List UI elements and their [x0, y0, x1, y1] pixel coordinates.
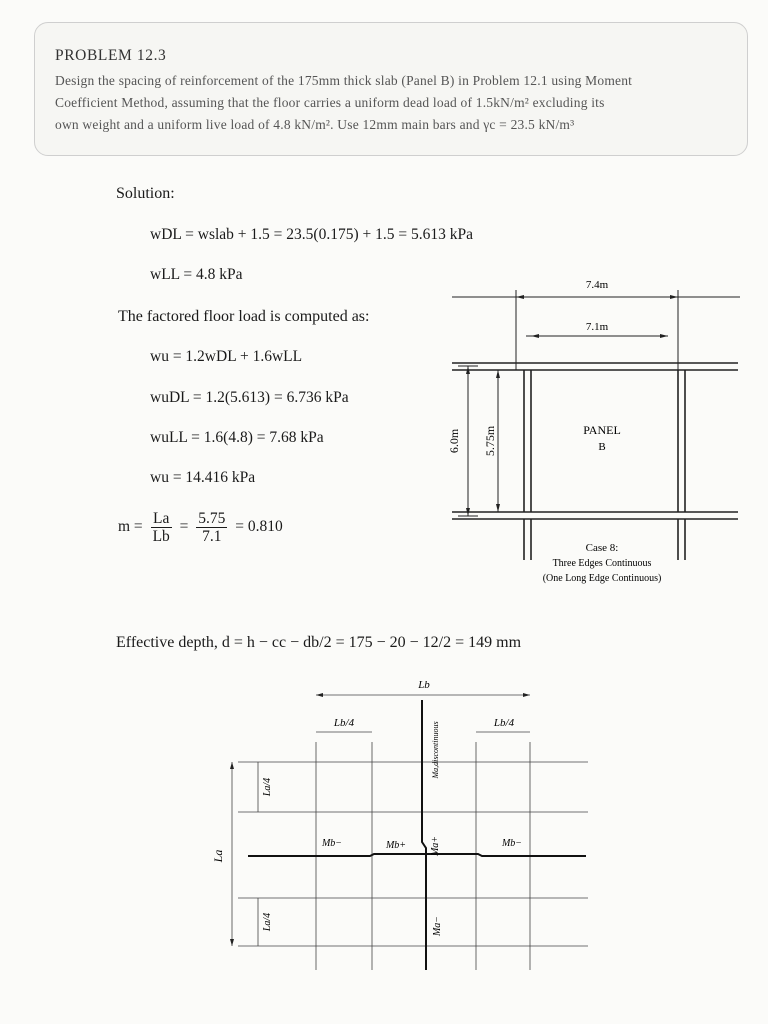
eq-wull: wuLL = 1.6(4.8) = 7.68 kPa [150, 429, 324, 446]
ma-discontinuous-label: Ma,discontinuous [431, 721, 440, 779]
lb-quarter-left: Lb/4 [333, 717, 355, 729]
case-line-1: Three Edges Continuous [552, 558, 652, 569]
effective-depth: Effective depth, d = h − cc − db/2 = 175 − 20 − 12/2 = 149 mm [116, 634, 522, 651]
dim-outer-vertical: 6.0m [447, 428, 461, 454]
m-label: m = [118, 518, 143, 536]
m-fraction-values [196, 510, 227, 545]
ma-positive-label: Ma+ [430, 835, 441, 857]
panel-label: PANEL [583, 423, 621, 437]
m-den-symbol: Lb [152, 528, 170, 545]
solution-heading: Solution: [116, 185, 175, 202]
mb-positive-label: Mb+ [385, 840, 407, 851]
problem-box [34, 22, 748, 156]
lb-label: Lb [418, 679, 430, 691]
dim-inner-vertical: 5.75m [483, 425, 497, 457]
la-label: La [211, 849, 225, 863]
dim-inner-horizontal: 7.1m [585, 321, 609, 333]
case-line-2: (One Long Edge Continuous) [542, 573, 662, 584]
eq-m: m = $\frac{La}{Lb}$ = $\frac{5.75}{7.1}$ = 0.810 [118, 510, 283, 545]
problem-line-1: Design the spacing of reinforcement of the 175mm thick slab (Panel B) in Problem 12.1 using Moment [55, 73, 633, 88]
lb-quarter-right: Lb/4 [493, 717, 515, 729]
ma-negative-label: Ma− [432, 915, 443, 937]
case-title: Case 8: [585, 542, 619, 554]
la-quarter-top: La/4 [262, 777, 273, 797]
panel-letter: B [598, 441, 606, 453]
m-num-symbol: La [151, 510, 172, 528]
problem-line-2: Coefficient Method, assuming that the floor carries a uniform dead load of 1.5kN/m² excluding its [55, 95, 605, 110]
problem-title: PROBLEM 12.3 [55, 47, 167, 64]
panel-diagram [440, 270, 750, 600]
dim-outer-horizontal: 7.4m [585, 279, 609, 291]
factored-load-text: The factored floor load is computed as: [118, 308, 370, 325]
m-num-value: 5.75 [198, 510, 226, 527]
eq-wu: wu = 1.2wDL + 1.6wLL [150, 348, 303, 365]
m-fraction-symbols [151, 510, 172, 545]
eq-wudl: wuDL = 1.2(5.613) = 6.736 kPa [150, 389, 349, 406]
m-den-value: 7.1 [202, 528, 222, 545]
mb-negative-right-label: Mb− [501, 838, 523, 849]
m-result: = 0.810 [235, 518, 283, 536]
eq-wll: wLL = 4.8 kPa [150, 266, 243, 283]
eq-wdl: wDL = wslab + 1.5 = 23.5(0.175) + 1.5 = 5.613 kPa [150, 226, 473, 243]
problem-line-3: own weight and a uniform live load of 4.8 kN/m². Use 12mm main bars and γc = 23.5 kN/m³ [55, 117, 575, 132]
mb-negative-left-label: Mb− [321, 838, 343, 849]
moment-diagram [200, 670, 600, 1010]
eq-wu-total: wu = 14.416 kPa [150, 469, 256, 486]
la-quarter-bottom: La/4 [262, 912, 273, 932]
